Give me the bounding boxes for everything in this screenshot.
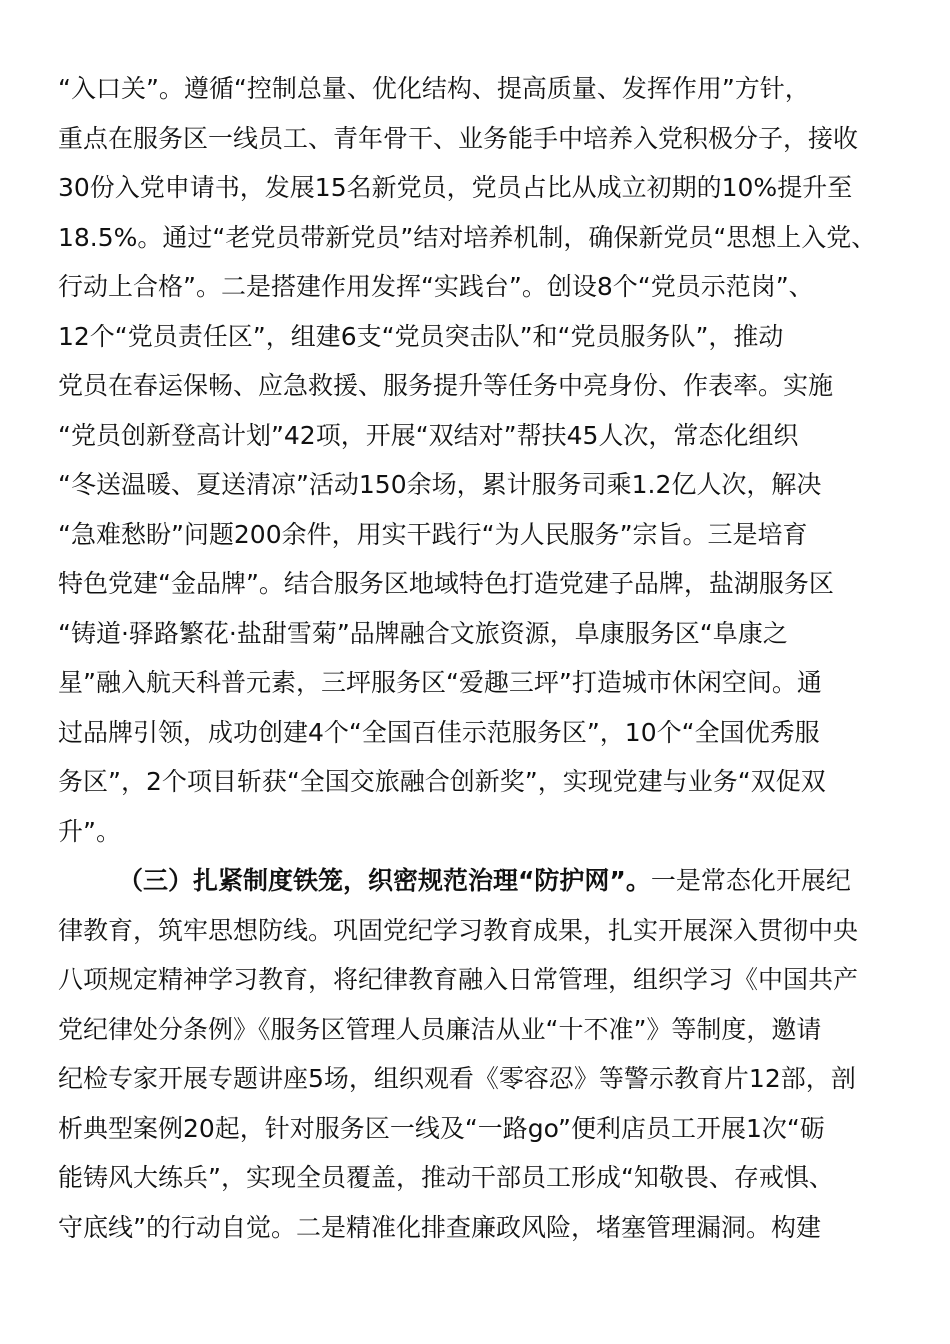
section-three-first-line-text: 一是常态化开展纪 xyxy=(650,866,851,895)
text-line: 能铸风大练兵”，实现全员覆盖，推动干部员工形成“知敬畏、存戒惧、 xyxy=(58,1163,834,1192)
text-line: 守底线”的行动自觉。二是精准化排查廉政风险，堵塞管理漏洞。构建 xyxy=(58,1212,821,1242)
section-three-heading: （三）扎紧制度铁笼，织密规范治理“防护网”。 xyxy=(118,866,651,895)
text-line: 重点在服务区一线员工、青年骨干、业务能手中培养入党积极分子，接收 xyxy=(58,123,859,153)
text-line: 星”融入航天科普元素，三坪服务区“爱趣三坪”打造城市休闲空间。通 xyxy=(58,668,822,697)
document-body xyxy=(58,64,893,1252)
text-line: 八项规定精神学习教育，将纪律教育融入日常管理，组织学习《中国共产 xyxy=(58,965,859,994)
text-line: 18.5%。通过“老党员带新党员”结对培养机制，确保新党员“思想上入党、 xyxy=(58,222,877,252)
section-three-first-line xyxy=(58,856,893,906)
text-line: 党员在春运保畅、应急救援、服务提升等任务中亮身份、作表率。实施 xyxy=(58,371,834,400)
text-line: 特色党建“金品牌”。结合服务区地域特色打造党建子品牌，盐湖服务区 xyxy=(58,569,834,598)
text-line: “入口关”。遵循“控制总量、优化结构、提高质量、发挥作用”方针， xyxy=(58,74,810,103)
text-line: “铸道·驿路繁花·盐甜雪菊”品牌融合文旅资源，阜康服务区“阜康之 xyxy=(58,618,788,648)
text-line: 务区”，2个项目斩获“全国交旅融合创新奖”，实现党建与业务“双促双 xyxy=(58,767,826,796)
text-line: 30份入党申请书，发展15名新党员，党员占比从成立初期的10%提升至 xyxy=(58,173,853,202)
paragraph-section-three xyxy=(58,856,893,1252)
text-line: “急难愁盼”问题200余件，用实干践行“为人民服务”宗旨。三是培育 xyxy=(58,519,808,549)
text-line: 12个“党员责任区”，组建6支“党员突击队”和“党员服务队”，推动 xyxy=(58,321,784,351)
text-line: “冬送温暖、夏送清凉”活动150余场，累计服务司乘1.2亿人次，解决 xyxy=(58,470,822,499)
paragraph-party-development xyxy=(58,64,893,856)
text-line: 行动上合格”。二是搭建作用发挥“实践台”。创设8个“党员示范岗”、 xyxy=(58,272,814,301)
text-line: 纪检专家开展专题讲座5场，组织观看《零容忍》等警示教育片12部，剖 xyxy=(58,1064,856,1093)
text-line: 析典型案例20起，针对服务区一线及“一路go”便利店员工开展1次“砺 xyxy=(58,1113,825,1143)
text-line: “党员创新登高计划”42项，开展“双结对”帮扶45人次，常态化组织 xyxy=(58,420,799,450)
text-line: 过品牌引领，成功创建4个“全国百佳示范服务区”，10个“全国优秀服 xyxy=(58,717,820,747)
text-line: 党纪律处分条例》《服务区管理人员廉洁从业“十不准”》等制度，邀请 xyxy=(58,1014,822,1044)
text-line: 升”。 xyxy=(58,816,121,846)
text-line: 律教育，筑牢思想防线。巩固党纪学习教育成果，扎实开展深入贯彻中央 xyxy=(58,915,859,945)
